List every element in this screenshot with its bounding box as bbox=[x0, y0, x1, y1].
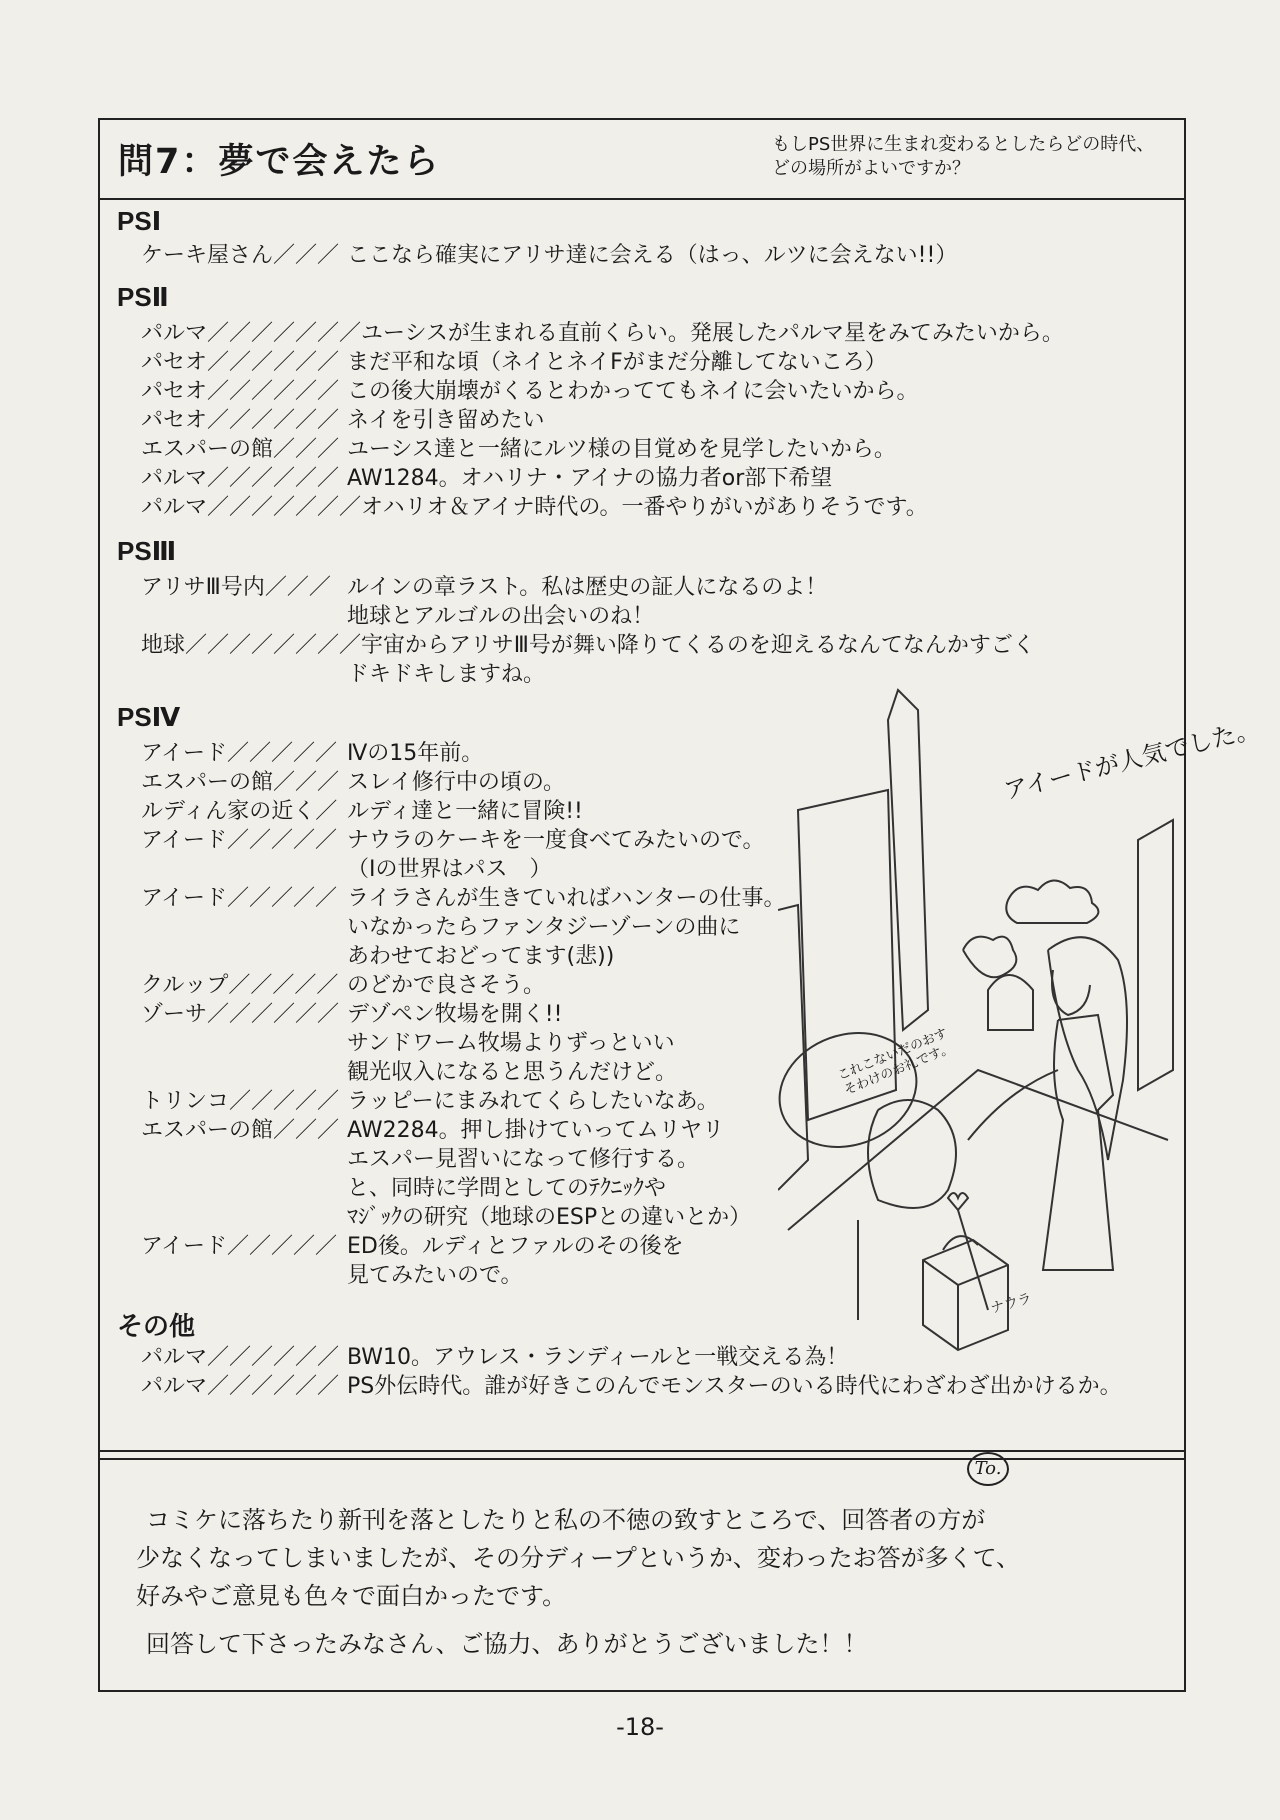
answer-text: ラッピーにまみれてくらしたいなあ。 bbox=[347, 1089, 719, 1114]
answer-row bbox=[141, 736, 483, 766]
heart-icon bbox=[948, 1193, 968, 1210]
question-title: 問7：夢で会えたら bbox=[118, 142, 441, 182]
section-ps4-heading: PSⅣ bbox=[117, 702, 181, 732]
answer-continuation: と、同時に学問としてのﾃｸﾆｯｸや bbox=[347, 1176, 667, 1201]
answer-row bbox=[141, 570, 827, 600]
character-body bbox=[1043, 1015, 1113, 1270]
answer-location: アイード／／／／／ bbox=[141, 741, 338, 766]
afterword bbox=[100, 1500, 1184, 1690]
answer-row bbox=[141, 1340, 848, 1370]
answer-location: ゾーサ／／／／／／ bbox=[141, 1002, 340, 1027]
cloud-outline bbox=[1006, 880, 1098, 923]
answer-continuation: （Ⅰの世界はパス ） bbox=[347, 857, 552, 882]
question-header bbox=[100, 120, 1184, 200]
answer-text: Ⅳの15年前。 bbox=[347, 741, 484, 766]
author-signature: To. bbox=[967, 1452, 1009, 1486]
answer-row bbox=[141, 1369, 1122, 1399]
subtitle-line: もしPS世界に生まれ変わるとしたらどの時代、 bbox=[772, 134, 1155, 155]
answer-row bbox=[141, 238, 957, 268]
answer-row bbox=[141, 881, 785, 911]
answer-location: トリンコ／／／／／ bbox=[141, 1089, 340, 1114]
answer-location: アイード／／／／／ bbox=[141, 828, 338, 853]
character-hair bbox=[1048, 937, 1127, 1160]
building-outline bbox=[778, 905, 808, 1190]
divider bbox=[100, 1450, 1184, 1452]
answer-row bbox=[141, 490, 928, 520]
answer-row bbox=[141, 1113, 724, 1143]
answer-continuation: 見てみたいので。 bbox=[347, 1263, 523, 1288]
answer-location: パセオ／／／／／／ bbox=[141, 350, 340, 375]
tower-outline bbox=[1138, 820, 1173, 1090]
answer-continuation: サンドワーム牧場よりずっといい bbox=[347, 1031, 675, 1056]
answer-location: パセオ／／／／／／ bbox=[141, 379, 340, 404]
answer-row bbox=[141, 968, 545, 998]
answer-continuation: エスパー見習いになって修行する。 bbox=[347, 1147, 700, 1172]
answer-location: エスパーの館／／／ bbox=[141, 1118, 340, 1143]
answer-text: デゾペン牧場を開く!! bbox=[347, 1002, 563, 1027]
afterword-line: コミケに落ちたり新刊を落としたりと私の不徳の致すところで、回答者の方が bbox=[146, 1506, 986, 1534]
divider bbox=[100, 1458, 1184, 1460]
answer-text: ナウラのケーキを一度食べてみたいので。 bbox=[347, 828, 765, 853]
answer-location: パルマ／／／／／／／ bbox=[141, 321, 362, 346]
answer-location: パルマ／／／／／／ bbox=[141, 1345, 340, 1370]
answer-row bbox=[141, 628, 1035, 658]
answer-text: ユーシス達と一緒にルツ様の目覚めを見学したいから。 bbox=[347, 437, 896, 462]
answer-continuation: あわせておどってます(悲)) bbox=[347, 944, 615, 969]
cake-box bbox=[923, 1240, 1008, 1350]
balloon-text: これこないだのおすそわけのお礼です。 bbox=[835, 1025, 956, 1099]
answer-row bbox=[141, 823, 765, 853]
answer-text: ここなら確実にアリサ達に会える（はっ、ルツに会えない!!） bbox=[347, 243, 958, 268]
answer-location: ルディん家の近く／ bbox=[141, 799, 338, 824]
answer-row bbox=[141, 765, 565, 795]
afterword-line: 回答して下さったみなさん、ご協力、ありがとうございました！！ bbox=[146, 1630, 868, 1658]
answer-location: アイード／／／／／ bbox=[141, 1234, 338, 1259]
answer-location: パルマ／／／／／／ bbox=[141, 466, 340, 491]
answer-row bbox=[141, 374, 919, 404]
afterword-line: 好みやご意見も色々で面白かったです。 bbox=[136, 1582, 567, 1610]
answer-row bbox=[141, 316, 1064, 346]
answer-location: ケーキ屋さん／／／ bbox=[141, 243, 340, 268]
answer-text: ルインの章ラスト。私は歴史の証人になるのよ！ bbox=[347, 575, 828, 600]
answer-continuation: 地球とアルゴルの出会いのね！ bbox=[347, 604, 655, 629]
answer-row bbox=[141, 1229, 684, 1259]
question-subtitle bbox=[772, 133, 1172, 181]
section-other-heading: その他 bbox=[117, 1311, 196, 1341]
tree-outline bbox=[963, 937, 1016, 978]
section-ps1-heading: PSⅠ bbox=[117, 206, 162, 236]
answer-text: ユーシスが生まれる直前くらい。発展したパルマ星をみてみたいから。 bbox=[361, 321, 1064, 346]
answer-continuation: ドキドキしますね。 bbox=[347, 662, 546, 687]
character-arm bbox=[968, 1070, 1058, 1140]
answer-location: パルマ／／／／／／／ bbox=[141, 495, 362, 520]
answer-text: この後大崩壊がくるとわかっててもネイに会いたいから。 bbox=[347, 379, 919, 404]
box-handle bbox=[943, 1236, 978, 1250]
answer-location: パセオ／／／／／／ bbox=[141, 408, 340, 433]
answer-location: アリサⅢ号内／／／ bbox=[141, 575, 331, 600]
answer-text: オハリオ＆アイナ時代の。一番やりがいがありそうです。 bbox=[361, 495, 928, 520]
answer-location: アイード／／／／／ bbox=[141, 886, 338, 911]
answer-row bbox=[141, 1084, 719, 1114]
answer-text: ED後。ルディとファルのその後を bbox=[347, 1234, 684, 1259]
subtitle-line: どの場所がよいですか？ bbox=[772, 158, 970, 179]
answer-text: のどかで良さそう。 bbox=[347, 973, 546, 998]
answer-row bbox=[141, 345, 887, 375]
answer-continuation: ﾏｼﾞｯｸの研究（地球のESPとの違いとか） bbox=[347, 1205, 752, 1230]
answer-location: エスパーの館／／／ bbox=[141, 437, 340, 462]
answer-text: PS外伝時代。誰が好きこのんでモンスターのいる時代にわざわざ出かけるか。 bbox=[347, 1374, 1122, 1399]
answer-location: パルマ／／／／／／ bbox=[141, 1374, 340, 1399]
answer-row bbox=[141, 794, 583, 824]
answer-location: クルップ／／／／／ bbox=[141, 973, 339, 998]
answer-text: BW10。アウレス・ランディールと一戦交える為！ bbox=[347, 1345, 849, 1370]
answer-text: AW2284。押し掛けていってムリヤリ bbox=[347, 1118, 725, 1143]
box-label: ナウラ bbox=[988, 1290, 1034, 1317]
answer-text: 宇宙からアリサⅢ号が舞い降りてくるのを迎えるなんてなんかすごく bbox=[361, 633, 1035, 658]
answer-continuation: 観光収入になると思うんだけど。 bbox=[347, 1060, 678, 1085]
answer-location: エスパーの館／／／ bbox=[141, 770, 340, 795]
section-ps3-heading: PSⅢ bbox=[117, 536, 177, 566]
afterword-line: 少なくなってしまいましたが、その分ディープというか、変わったお答が多くて、 bbox=[136, 1544, 1021, 1572]
answer-row bbox=[141, 461, 832, 491]
answer-continuation: いなかったらファンタジーゾーンの曲に bbox=[347, 915, 741, 940]
dome-outline bbox=[988, 975, 1033, 1030]
answer-text: ルディ達と一緒に冒険!! bbox=[347, 799, 583, 824]
illustration-caption: アイードが人気でした。 bbox=[1001, 714, 1262, 806]
answer-text: ライラさんが生きていればハンターの仕事。 bbox=[347, 886, 786, 911]
answer-text: AW1284。オハリナ・アイナの協力者or部下希望 bbox=[347, 466, 833, 491]
answer-row bbox=[141, 403, 545, 433]
answer-text: ネイを引き留めたい bbox=[347, 408, 545, 433]
answer-row bbox=[141, 432, 896, 462]
answer-text: スレイ修行中の頃の。 bbox=[347, 770, 566, 795]
answer-location: 地球／／／／／／／／ bbox=[141, 633, 362, 658]
page-number: -18- bbox=[616, 1713, 664, 1741]
answer-row bbox=[141, 997, 562, 1027]
section-ps2-heading: PSⅡ bbox=[117, 282, 169, 312]
answer-text: まだ平和な頃（ネイとネイFがまだ分離してないころ） bbox=[347, 350, 887, 375]
